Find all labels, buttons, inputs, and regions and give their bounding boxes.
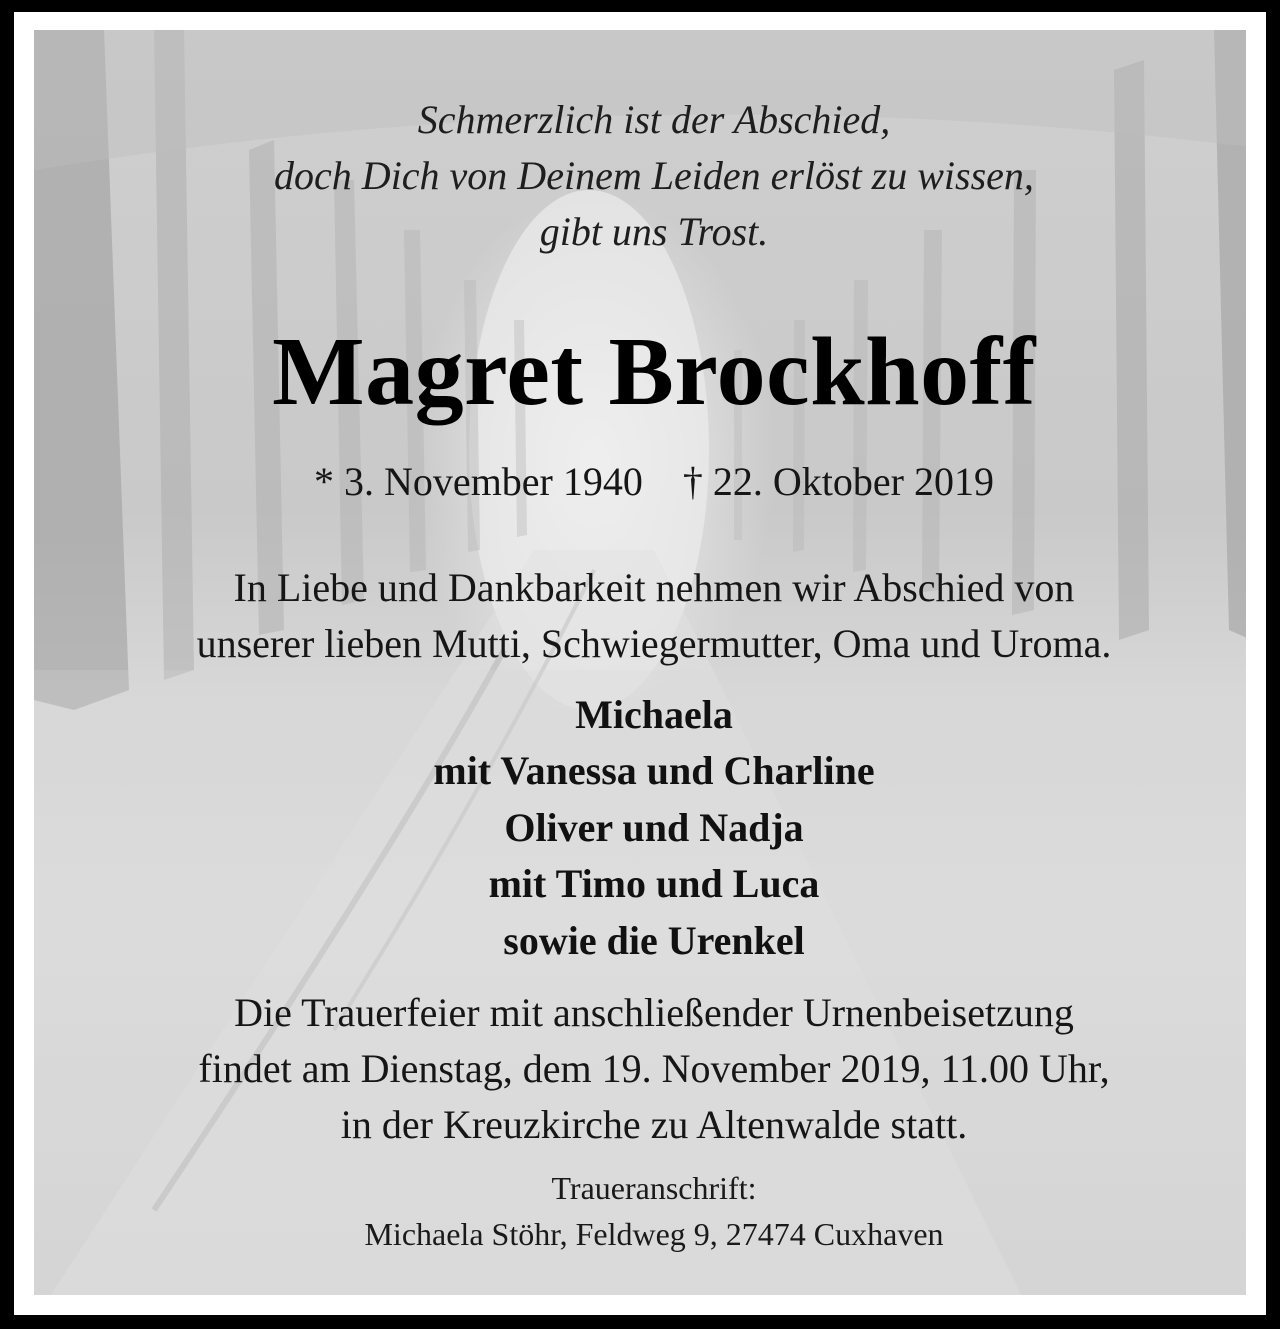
birth-date: * 3. November 1940 — [314, 459, 643, 504]
mourner-line: sowie die Urenkel — [503, 918, 805, 963]
life-dates — [34, 458, 1246, 505]
mourner-line: Oliver und Nadja — [504, 805, 804, 850]
mourner-line: Michaela — [575, 692, 733, 737]
address-label: Traueranschrift: — [551, 1170, 757, 1206]
ceremony-line-3: in der Kreuzkirche zu Altenwalde statt. — [340, 1102, 968, 1147]
motto-line-2: doch Dich von Deinem Leiden erlöst zu wissen, — [274, 153, 1034, 198]
death-date: † 22. Oktober 2019 — [682, 459, 994, 504]
mourner-line: mit Vanessa und Charline — [433, 748, 875, 793]
tree-alley-background — [34, 30, 1246, 1295]
farewell-line-2: unserer lieben Mutti, Schwiegermutter, Oma und Uroma. — [196, 621, 1112, 666]
motto-line-3: gibt uns Trost. — [539, 209, 769, 254]
deceased-name: Magret Brockhoff — [272, 318, 1036, 426]
ceremony-line-1: Die Trauerfeier mit anschließender Urnenbeisetzung — [234, 990, 1074, 1035]
ceremony-line-2: findet am Dienstag, dem 19. November 2019, 11.00 Uhr, — [198, 1046, 1110, 1091]
farewell-line-1: In Liebe und Dankbarkeit nehmen wir Abschied von — [233, 565, 1075, 610]
mourner-line: mit Timo und Luca — [488, 861, 820, 906]
address-text: Michaela Stöhr, Feldweg 9, 27474 Cuxhaven — [364, 1216, 944, 1252]
obituary-content — [34, 30, 1246, 1295]
motto-line-1: Schmerzlich ist der Abschied, — [417, 97, 891, 142]
